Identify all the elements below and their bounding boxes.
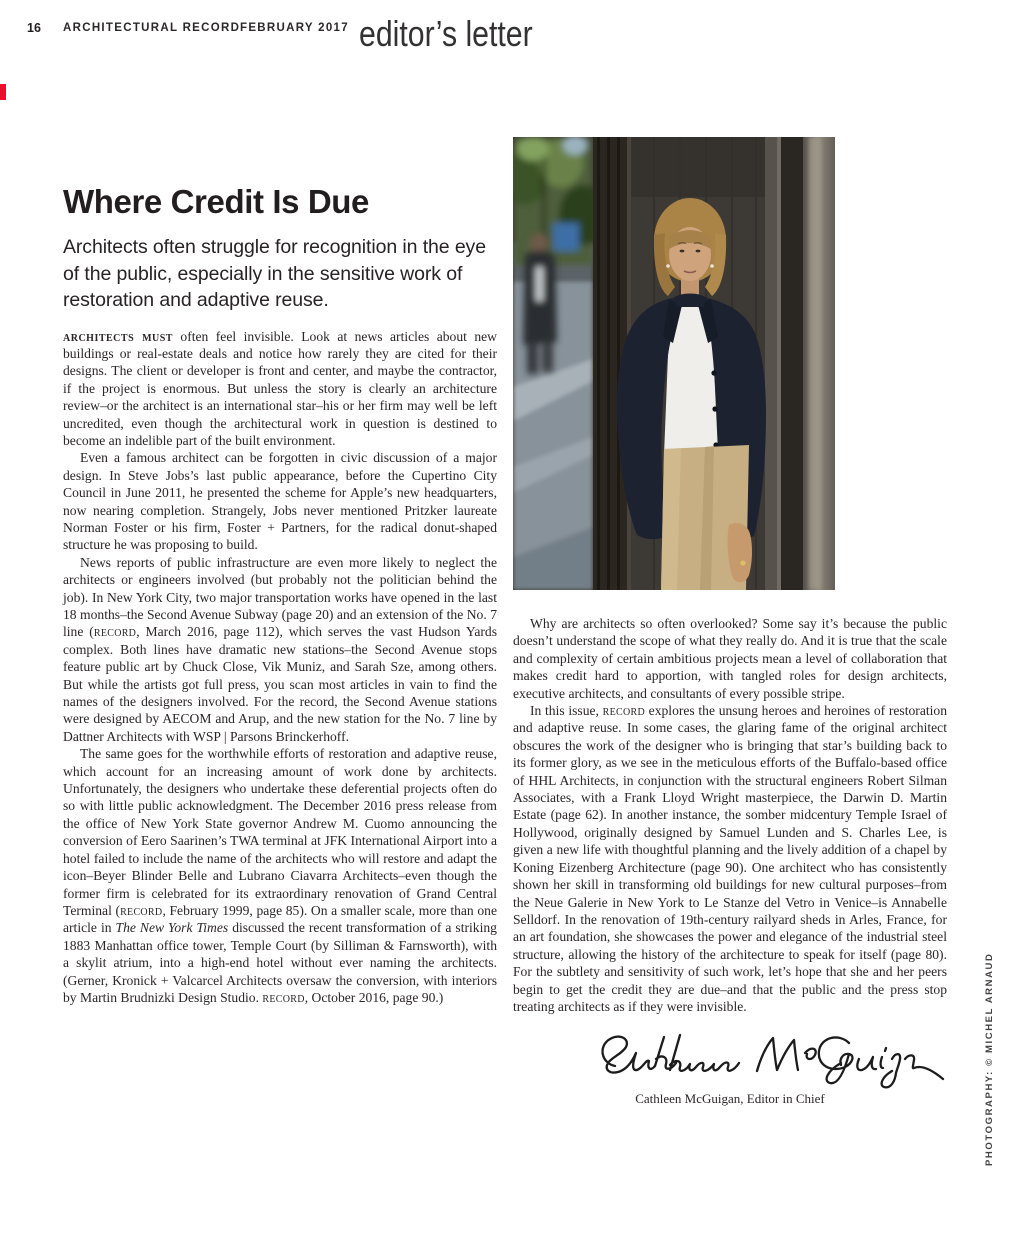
editor-byline: Cathleen McGuigan, Editor in Chief: [635, 1091, 825, 1107]
body-paragraph: News reports of public infrastructure are even more likely to neglect the architects or engineers involved (but probably not the politician behind the job). In New York City, two major transportation works have opened in the last 18 months–the Second Avenue Subway (page 20) and an extension of the No. 7 line (record, March 2016, page 112), which serves the vast Hudson Yards complex. Both lines have dramatic new stations–the Second Avenue stops feature public art by Chuck Close, Vik Muniz, and Sarah Sze, among others. But while the artists got full press, you scan most articles in vain to find the names of the designers involved. For the record, the Second Avenue stations were designed by AECOM and Arup, and the new station for the No. 7 line by Dattner Architects with WSP | Parsons Brinckerhoff.: [63, 554, 497, 744]
red-accent-mark: [0, 84, 6, 100]
left-column-text: [63, 328, 497, 1007]
body-paragraph: architects must often feel invisible. Look at news articles about new buildings or real-estate deals and notice how rarely they are cited for their designs. The client or developer is front and center, and maybe the contractor, if the project is enormous. But unless the story is clearly an architecture review–or the architect is an international star–his or her firm may well be left uncredited, even though the architectural work in question is destined to become an indelible part of the built environment.: [63, 328, 497, 448]
photo-credit: PHOTOGRAPHY: © MICHEL ARNAUD: [984, 952, 995, 1166]
signature-handwriting: [585, 1029, 945, 1095]
issue-date: FEBRUARY 2017: [240, 22, 349, 34]
body-paragraph: The same goes for the worthwhile efforts of restoration and adaptive reuse, which account for an increasing amount of work done by architects. Unfortunately, the designers who undertake these deferential projects often do so with little public acknowledgment. The December 2016 press release from the office of New York State governor Andrew M. Cuomo announcing the conversion of Eero Saarinen’s TWA terminal at JFK International Airport into a hotel failed to include the name of the architects who will restore and adapt the icon–Beyer Blinder Belle and Lubrano Ciavarra Architects–even though the former firm is celebrated for its extraordinary renovation of Grand Central Terminal (record, February 1999, page 85). On a smaller scale, more than one article in The New York Times discussed the recent transformation of a striking 1883 Manhattan office tower, Temple Court (by Silliman & Farnsworth), with a skylit atrium, into a high-end hotel without ever naming the architects. (Gerner, Kronick + Valcarcel Architects oversaw the conversion, with interiors by Martin Brudnizki Design Studio. record, October 2016, page 90.): [63, 746, 497, 1005]
body-paragraph: In this issue, record explores the unsung heroes and heroines of restoration and adaptive reuse. In some cases, the glaring fame of the original architect obscures the work of the designer who is bringing that star’s building back to its former glory, as we see in the meticulous efforts of the Buffalo-based office of HHL Architects, in conjunction with the structural engineers Robert Silman Associates, with a Frank Lloyd Wright masterpiece, the Darwin D. Martin Estate (page 62). In another instance, the somber midcentury Temple Israel of Hollywood, originally designed by Samuel Lunden and S. Charles Lee, is given a new life with thoughtful planning and the lively addition of a chapel by Koning Eizenberg Architecture (page 90). One architect who has consistently shown her skill in transforming old buildings for new cultural purposes–from the Neue Galerie in New York to Le Stanze del Vetro in Venice–is Annabelle Selldorf. In the renovation of 19th-century railyard sheds in Arles, France, for an art foundation, she showcases the power and elegance of the industrial steel structure, allowing the history of the architecture to speak for itself (page 80). For the subtlety and sensitivity of such work, let’s hope that she and her peers begin to get the credit they are due–and that the public and the press stop treating architects as if they were invisible.: [513, 703, 948, 1014]
body-paragraph: Even a famous architect can be forgotten in civic discussion of a major design. In Steve Jobs’s last public appearance, before the Cupertino City Council in June 2011, he presented the scheme for Apple’s new headquarters, now nearing completion. Strangely, Jobs never mentioned Pritzker laureate Norman Foster or his firm, Foster + Partners, for the radical donut-shaped structure he was proposing to build.: [63, 450, 497, 553]
signature-block: [513, 1029, 947, 1107]
body-paragraph: Why are architects so often overlooked? Some say it’s because the public doesn’t understand the scope of what they really do. And it is true that the scale and complexity of certain ambitious projects mean a level of collaboration that makes credit hard to apportion, with tangled roles for design architects, executive architects, and consultants of every possible stripe.: [513, 616, 947, 701]
section-title: editor’s letter: [359, 13, 533, 54]
right-column-text: [513, 615, 947, 1015]
page-number: 16: [27, 21, 41, 35]
foliage: [513, 137, 607, 265]
article-deck: Architects often struggle for recognition in the eye of the public, especially in the sensitive work of restoration and adaptive reuse.: [63, 236, 486, 311]
portrait-photo: [513, 137, 835, 590]
portrait-photo-illustration: [513, 137, 835, 590]
right-column: [513, 137, 947, 1107]
left-column: [63, 183, 497, 1006]
article-title: Where Credit Is Due: [63, 183, 369, 220]
publication-name: ARCHITECTURAL RECORD: [63, 22, 241, 34]
right-wall-panels: [765, 137, 835, 590]
